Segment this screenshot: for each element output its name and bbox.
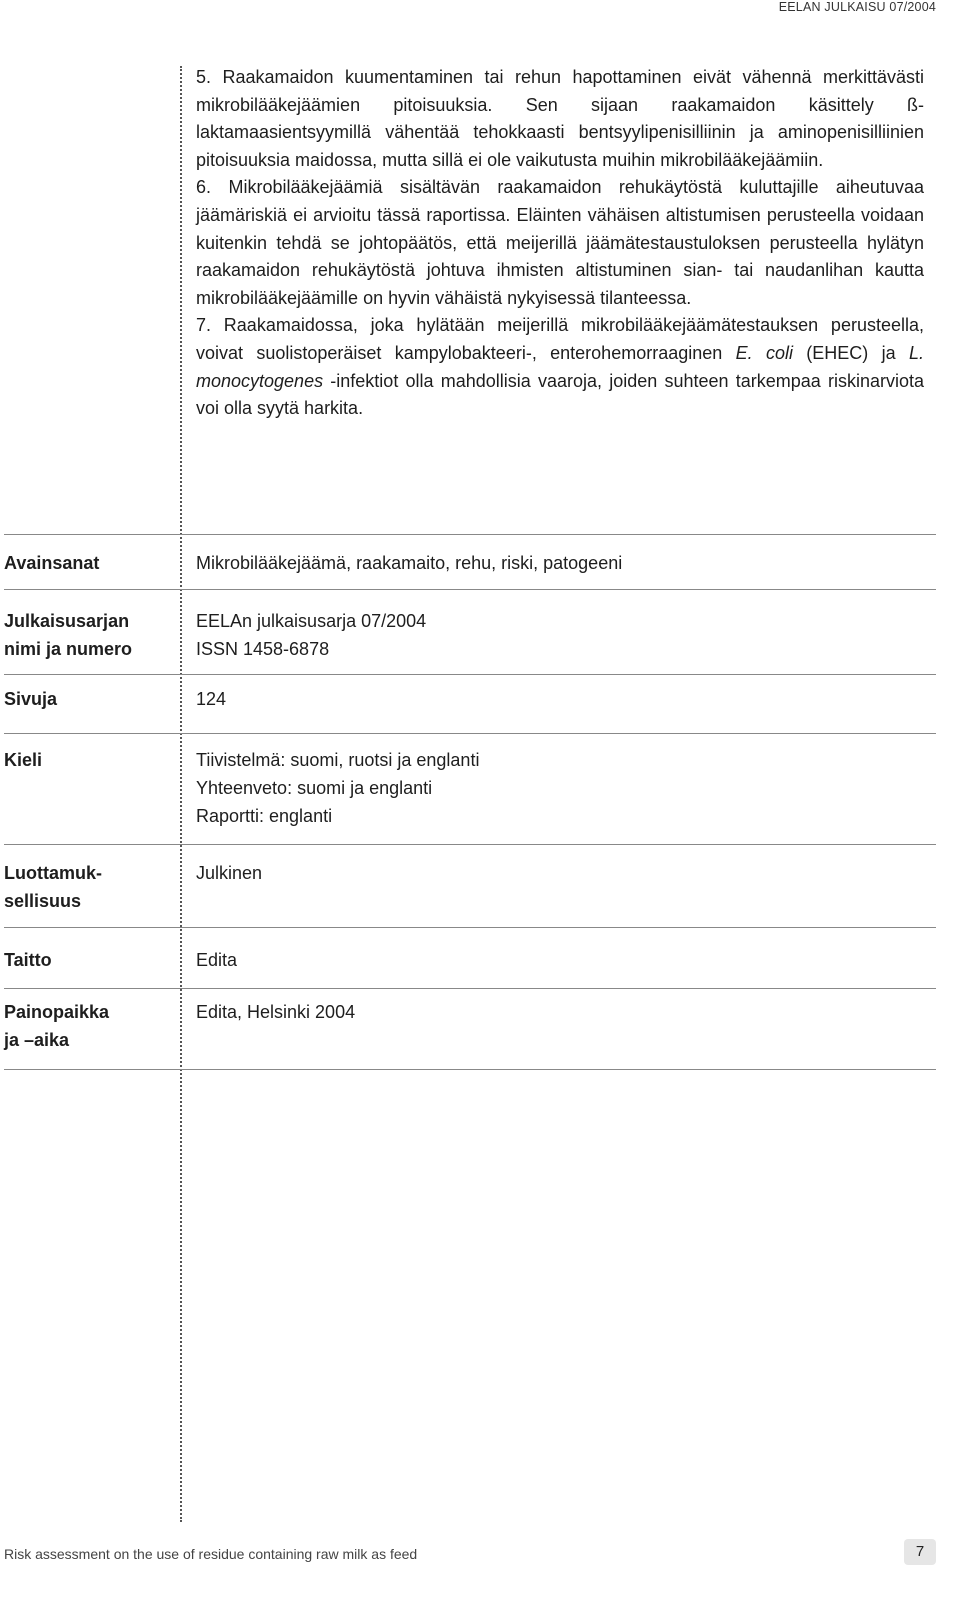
summary-item-text: -infektiot olla mahdollisia vaaroja, joiden suhteen tarkempaa riskinarviota voi olla syytä harkita. [196, 370, 924, 419]
page-number-badge: 7 [904, 1539, 936, 1565]
meta-row-keywords [4, 534, 936, 589]
meta-row-printing [4, 988, 936, 1070]
meta-value-layout: Edita [196, 950, 238, 970]
meta-label-keywords: Avainsanat [4, 553, 100, 573]
meta-value-line: Tiivistelmä: suomi, ruotsi ja englanti [196, 750, 480, 770]
summary-item-text: (EHEC) ja [792, 342, 909, 363]
meta-value-keywords: Mikrobilääkejäämä, raakamaito, rehu, riski, patogeeni [196, 553, 623, 573]
publication-metadata-table [4, 534, 936, 1070]
meta-row-layout [4, 927, 936, 988]
species-name: E. coli [735, 342, 793, 363]
meta-row-language [4, 733, 936, 844]
meta-value-pages: 124 [196, 689, 227, 709]
summary-item-text: Mikrobilääkejäämiä sisältävän raakamaidon rehukäytöstä kuluttajille aiheutuvaa jäämäriskiä ei arvioitu tässä raportissa. Eläinten vähäisen altistumisen perusteella voidaan kuitenkin tehdä se johtopäätös, että meijerillä jäämätestaustuloksen perusteella hylätyn raakamaidon rehukäytöstä johtuva ihmisten altistuminen sian- tai naudanlihan kautta mikrobilääkejäämille on hyvin vähäistä nykyisessä tilanteessa. [196, 177, 924, 308]
meta-label-line: Julkaisusarjan [4, 611, 130, 631]
meta-label-line: sellisuus [4, 891, 82, 911]
meta-label-language: Kieli [4, 750, 43, 770]
meta-row-series [4, 589, 936, 674]
summary-item-text: Raakamaidossa, joka hylätään meijerillä mikrobilääkejäämätestauksen perusteella, voivat suolistoperäiset kampylobakteeri-, enterohemorraaginen [196, 315, 924, 363]
meta-label-confidentiality [4, 859, 180, 915]
meta-row-confidentiality [4, 844, 936, 927]
meta-value-line: EELAn julkaisusarja 07/2004 [196, 611, 427, 631]
meta-label-printing [4, 998, 180, 1054]
summary-list [196, 64, 924, 423]
summary-item-number: 7. [196, 315, 212, 336]
meta-label-layout: Taitto [4, 950, 52, 970]
summary-item-7 [196, 312, 924, 422]
meta-label-line: Luottamuk- [4, 863, 102, 883]
meta-label-line: ja –aika [4, 1030, 70, 1050]
meta-label-series [4, 607, 180, 663]
summary-item-6 [196, 174, 924, 312]
meta-value-confidentiality: Julkinen [196, 863, 263, 883]
running-header: EELAN JULKAISU 07/2004 [778, 0, 936, 14]
summary-item-text: Raakamaidon kuumentaminen tai rehun hapottaminen eivät vähennä merkittävästi mikrobilääkejäämien pitoisuuksia. Sen sijaan raakamaidon käsittely ß-laktamaasientsyymillä vähentää tehokkaasti bentsyylipenisilliinin ja aminopenisilliinien pitoisuuksia maidossa, mutta sillä ei ole vaikutusta muihin mikrobilääkejäämiin. [196, 67, 924, 170]
summary-item-number: 6. [196, 177, 212, 198]
meta-value-line: Yhteenveto: suomi ja englanti [196, 778, 433, 798]
species-name: L. monocytogenes [196, 342, 924, 391]
meta-value-line: ISSN 1458-6878 [196, 639, 330, 659]
meta-label-line: nimi ja numero [4, 639, 133, 659]
meta-value-line: Raportti: englanti [196, 806, 333, 826]
meta-value-series [196, 607, 926, 663]
meta-value-language [196, 746, 926, 830]
meta-label-pages: Sivuja [4, 689, 58, 709]
meta-label-line: Painopaikka [4, 1002, 110, 1022]
meta-row-pages [4, 674, 936, 733]
meta-value-printing: Edita, Helsinki 2004 [196, 1002, 356, 1022]
summary-item-5 [196, 64, 924, 174]
footer-title: Risk assessment on the use of residue containing raw milk as feed [4, 1546, 418, 1562]
summary-item-number: 5. [196, 67, 212, 87]
